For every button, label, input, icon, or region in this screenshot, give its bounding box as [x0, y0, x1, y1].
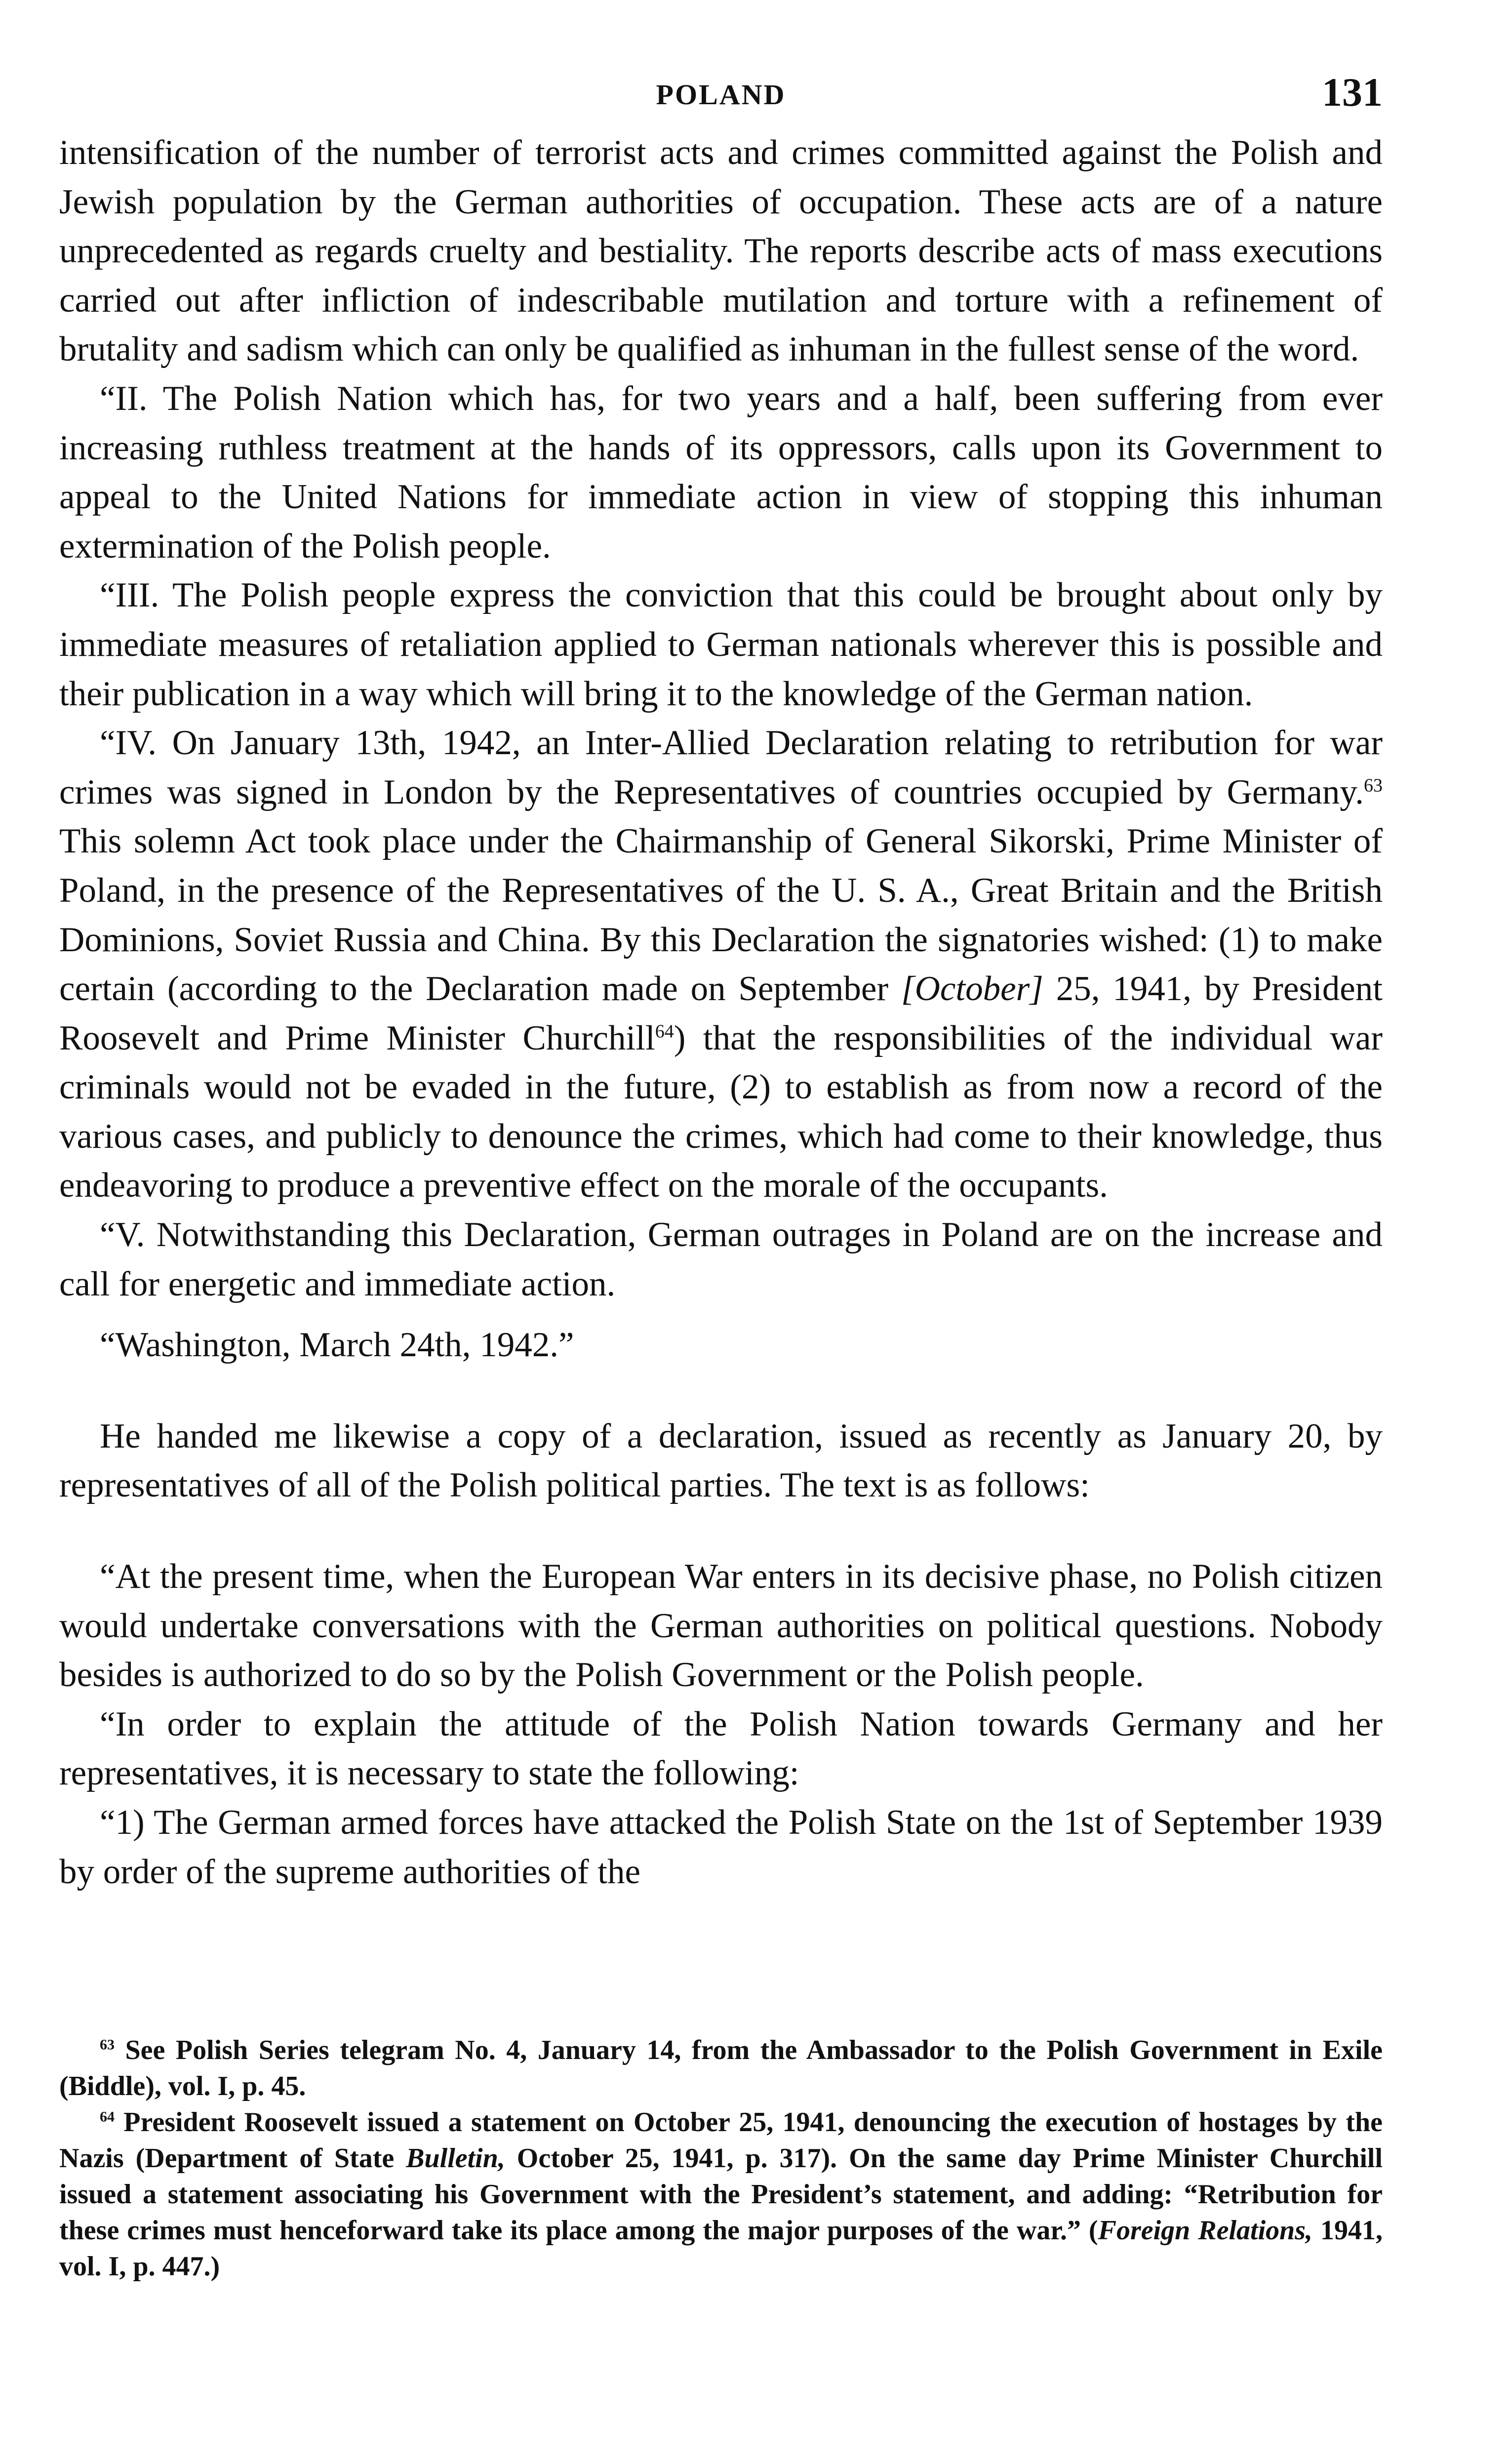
footnote-64-italic-foreign-relations: Foreign Relations,	[1098, 2215, 1313, 2246]
body-text	[59, 128, 1383, 1897]
declaration-paragraph-3: “1) The German armed forces have attacked the Polish State on the 1st of September 1939 by order of the supreme authorities of the	[59, 1803, 1383, 1891]
paragraph-iv-part-a: “IV. On January 13th, 1942, an Inter-Allied Declaration relating to retribution for war crimes was signed in London by the Representatives of countries occupied by Germany.	[59, 724, 1383, 811]
footnote-64-mark: 64	[100, 2108, 115, 2125]
footnote-ref-64: 64	[655, 1021, 674, 1042]
paragraph-v: “V. Notwithstanding this Declaration, German outrages in Poland are on the increase and call for energetic and immediate action.	[59, 1215, 1383, 1303]
footnote-64-text-a: President Roosevelt issued a statement on October 25, 1941, denouncing the execution of hostages by the Nazis (Department of State	[59, 2107, 1383, 2174]
declaration-paragraph-1: “At the present time, when the European War enters in its decisive phase, no Polish citizen would undertake conversations with the German authorities on political questions. Nobody besides is authorized to do so by the Polish Government or the Polish people.	[59, 1557, 1383, 1695]
footnote-64-text-c: 1941, vol. I, p. 447.)	[59, 2215, 1383, 2282]
paragraph-iii: “III. The Polish people express the conviction that this could be brought about only by immediate measures of retaliation applied to German nationals wherever this is possible and their publication in a way which will bring it to the knowledge of the German nation.	[59, 576, 1383, 713]
page	[59, 69, 1383, 2420]
declaration-paragraph-2: “In order to explain the attitude of the Polish Nation towards Germany and her representatives, it is necessary to state the following:	[59, 1704, 1383, 1793]
page-number: 131	[1322, 70, 1383, 115]
footnote-64	[59, 2104, 1383, 2285]
footnote-63-mark: 63	[100, 2036, 115, 2053]
paragraph-iv-part-b: This solemn Act took place under the Chairmanship of General Sikorski, Prime Minister of Poland, in the presence of the Representatives of the U. S. A., Great Britain and the British Dominions, Soviet Russia and China. By this Declaration the signatories wished: (1) to make certain (according to the Declaration made on September	[59, 822, 1383, 1009]
dateline: “Washington, March 24th, 1942.”	[100, 1326, 574, 1365]
running-head-title: POLAND	[656, 79, 786, 111]
footnotes	[59, 2032, 1383, 2285]
paragraph-ii: “II. The Polish Nation which has, for two years and a half, been suffering from ever increasing ruthless treatment at the hands of its oppressors, calls upon its Government to appeal to the United Nations for immediate action in view of stopping this inhuman extermination of the Polish people.	[59, 379, 1383, 566]
narrative-paragraph: He handed me likewise a copy of a declaration, issued as recently as January 20, by representatives of all of the Polish political parties. The text is as follows:	[59, 1416, 1383, 1505]
footnote-63-text: See Polish Series telegram No. 4, January 14, from the Ambassador to the Polish Government in Exile (Biddle), vol. I, p. 45.	[59, 2035, 1383, 2101]
footnote-64-text-b: October 25, 1941, p. 317). On the same day Prime Minister Churchill issued a statement associating his Government with the President’s statement, and adding: “Retribution for these crimes must henceforward take its place among the major purposes of the war.” (	[59, 2143, 1383, 2246]
footnote-ref-63: 63	[1364, 775, 1383, 796]
paragraph-iv-part-c: 25, 1941, by President Roosevelt and Prime Minister Churchill	[59, 969, 1383, 1057]
editorial-bracket-correction: [October]	[901, 969, 1043, 1009]
footnote-64-italic-bulletin: Bulletin,	[406, 2143, 505, 2174]
paragraph-iv-part-d: ) that the responsibilities of the individual war criminals would not be evaded in the future, (2) to establish as from now a record of the various cases, and publicly to denounce the crimes, which had come to their knowledge, thus endeavoring to produce a preventive effect on the morale of the occupants.	[59, 1018, 1383, 1205]
footnote-63	[59, 2032, 1383, 2104]
running-head	[59, 69, 1383, 128]
paragraph-continuation: intensification of the number of terrorist acts and crimes committed against the Polish and Jewish population by the German authorities of occupation. These acts are of a nature unprecedented as regards cruelty and bestiality. The reports describe acts of mass executions carried out after infliction of indescribable mutilation and torture with a refinement of brutality and sadism which can only be qualified as inhuman in the fullest sense of the word.	[59, 133, 1383, 369]
paragraph-iv	[59, 719, 1383, 1211]
